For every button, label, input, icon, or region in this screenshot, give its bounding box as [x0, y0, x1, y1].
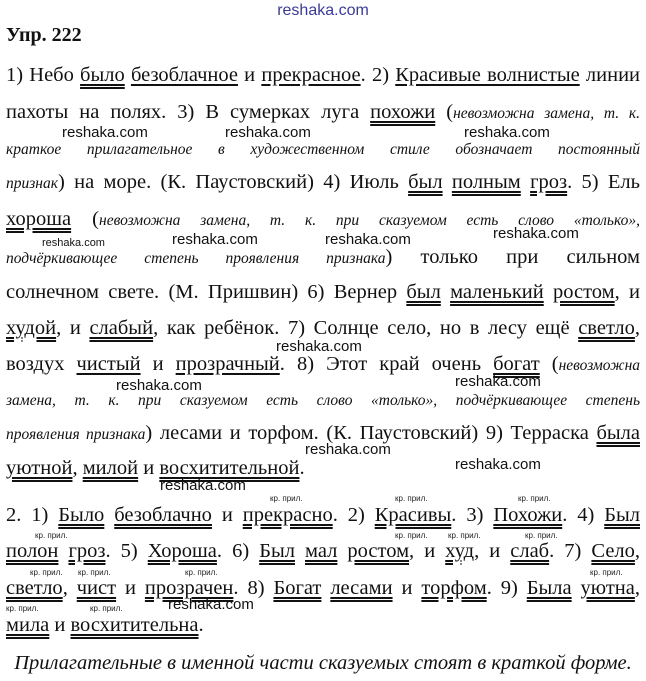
text-line: пахоты на полях. 3) В сумерках луга похожи (невозможна замена, т. к.: [6, 101, 640, 123]
text-line: 1) Небо было безоблачное и прекрасное. 2) Красивые волнистые линии: [6, 64, 640, 86]
watermark: reshaka.com: [116, 377, 202, 394]
text-line: мила и восхитительна.: [6, 614, 204, 636]
conclusion: Прилагательные в именной части сказуемых стоят в краткой форме.: [14, 652, 632, 674]
pos-tag: кр. прил.: [30, 568, 63, 577]
text-line: подчёркивающее степень проявления признака) только при сильном: [6, 246, 640, 268]
text-line: 2. 1) Было безоблачно и прекрасно. 2) Красивы. 3) Похожи. 4) Был: [6, 504, 640, 526]
text-line: полон гроз. 5) Хороша. 6) Был мал ростом, и худ, и слаб. 7) Село,: [6, 540, 640, 562]
text-line: воздух чистый и прозрачный. 8) Этот край очень богат (невозможна: [6, 353, 640, 375]
text-line: краткое прилагательное в художественном стиле обозначает постоянный: [6, 141, 640, 158]
pos-tag: кр. прил.: [590, 568, 623, 577]
pos-tag: кр. прил.: [6, 604, 39, 613]
pos-tag: кр. прил.: [518, 494, 551, 503]
text-line: признак) на море. (К. Паустовский) 4) Июль был полным гроз. 5) Ель: [6, 171, 640, 193]
watermark: reshaka.com: [160, 477, 246, 494]
watermark: reshaka.com: [62, 124, 148, 141]
pos-tag: кр. прил.: [395, 494, 428, 503]
text-line: хороша (невозможна замена, т. к. при сказуемом есть слово «только»,: [6, 208, 640, 230]
text-line: замена, т. к. при сказуемом есть слово «только», подчёркивающее степень: [6, 392, 640, 409]
watermark: reshaka.com: [305, 441, 391, 458]
pos-tag: кр. прил.: [395, 531, 428, 540]
watermark: reshaka.com: [276, 338, 362, 355]
pos-tag: кр. прил.: [525, 531, 558, 540]
watermark: reshaka.com: [172, 231, 258, 248]
watermark: reshaka.com: [325, 231, 411, 248]
text-line: светло, чист и прозрачен. 8) Богат лесами и торфом. 9) Была уютна,: [6, 577, 640, 599]
watermark: reshaka.com: [168, 596, 254, 613]
watermark: reshaka.com: [464, 124, 550, 141]
text-line: худой, и слабый, как ребёнок. 7) Солнце село, но в лесу ещё светло,: [6, 317, 640, 339]
watermark: reshaka.com: [225, 124, 311, 141]
watermark: reshaka.com: [42, 237, 105, 249]
pos-tag: кр. прил.: [270, 494, 303, 503]
pos-tag: кр. прил.: [448, 531, 481, 540]
pos-tag: кр. прил.: [35, 531, 68, 540]
watermark: reshaka.com: [455, 373, 541, 390]
site-header-watermark: reshaka.com: [277, 2, 369, 19]
pos-tag: кр. прил.: [185, 568, 218, 577]
watermark: reshaka.com: [493, 225, 579, 242]
text-line: проявления признака) лесами и торфом. (К. Паустовский) 9) Терраска была: [6, 422, 640, 444]
text-line: солнечном свете. (М. Пришвин) 6) Вернер был маленький ростом, и: [6, 281, 640, 303]
exercise-title: Упр. 222: [6, 24, 82, 46]
pos-tag: кр. прил.: [90, 604, 123, 613]
text-line: уютной, милой и восхитительной.: [6, 457, 305, 479]
pos-tag: кр. прил.: [78, 568, 111, 577]
watermark: reshaka.com: [455, 456, 541, 473]
